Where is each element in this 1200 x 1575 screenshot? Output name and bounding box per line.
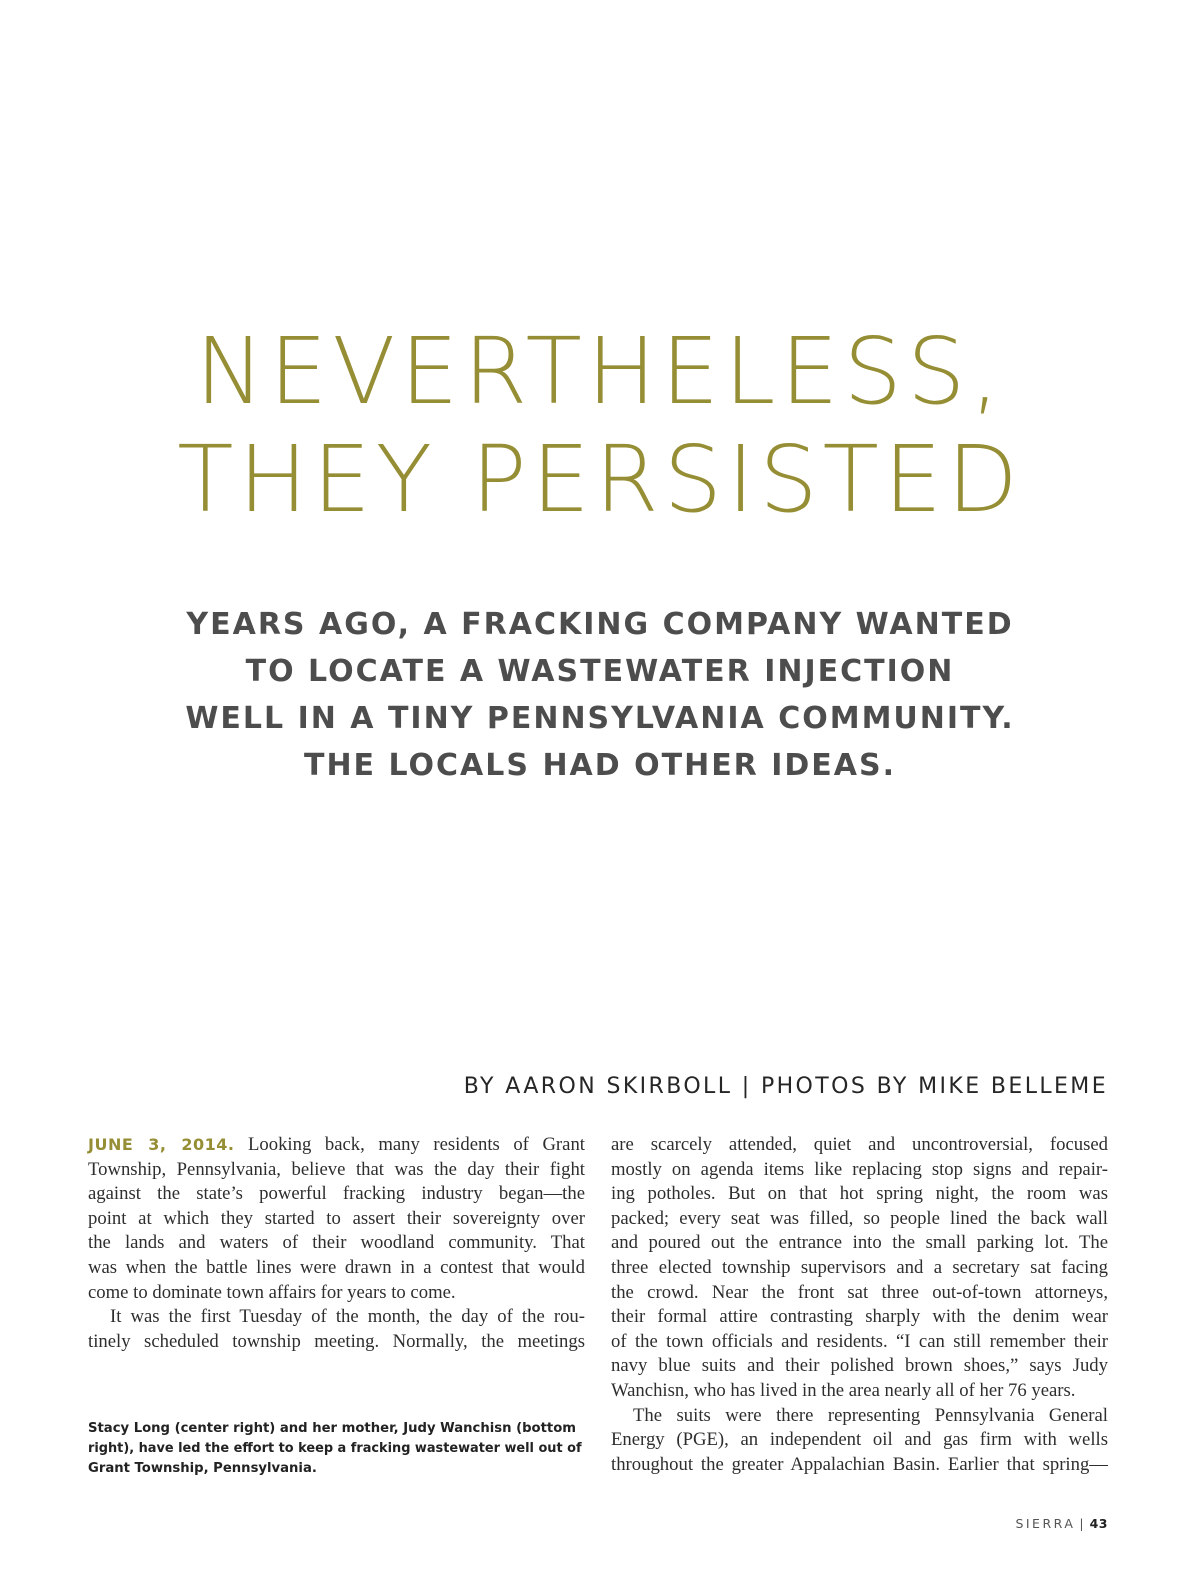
deck: [150, 601, 1050, 789]
headline-line-1: NEVERTHELESS,: [195, 318, 1005, 425]
page-number: 43: [1089, 1516, 1108, 1531]
body-column-left: [88, 1133, 585, 1354]
body-line: point at which they started to assert their sovereignty over: [88, 1207, 585, 1229]
photo-caption: [88, 1419, 588, 1479]
body-line: come to dominate town affairs for years to come.: [88, 1281, 456, 1303]
body-line-text: Looking back, many residents of Grant: [234, 1134, 585, 1155]
byline: BY AARON SKIRBOLL | PHOTOS BY MIKE BELLEME: [463, 1074, 1108, 1099]
deck-line-4: THE LOCALS HAD OTHER IDEAS.: [303, 748, 897, 783]
magazine-name: SIERRA: [1015, 1516, 1076, 1531]
body-line: Wanchisn, who has lived in the area nearly all of her 76 years.: [611, 1379, 1076, 1401]
body-line: the lands and waters of their woodland community. That: [88, 1232, 585, 1254]
body-line: packed; every seat was filled, so people lined the back wall: [611, 1207, 1108, 1229]
dateline: JUNE 3, 2014.: [88, 1135, 235, 1154]
body-line: The suits were there representing Pennsylvania General: [633, 1404, 1108, 1426]
body-line: are scarcely attended, quiet and uncontroversial, focused: [611, 1134, 1108, 1155]
body-line: was when the battle lines were drawn in a contest that would: [88, 1256, 585, 1278]
body-line: and poured out the entrance into the small parking lot. The: [611, 1232, 1108, 1254]
body-line: throughout the greater Appalachian Basin. Earlier that spring—: [611, 1453, 1108, 1475]
body-line: their formal attire contrasting sharply with the denim wear: [611, 1306, 1108, 1328]
caption-line-1: Stacy Long (center right) and her mother, Judy Wanchisn (bottom: [88, 1421, 577, 1436]
body-line: three elected township supervisors and a secretary sat facing: [611, 1256, 1108, 1278]
deck-line-3: WELL IN A TINY PENNSYLVANIA COMMUNITY.: [185, 701, 1015, 736]
body-line: tinely scheduled township meeting. Normally, the meetings: [88, 1330, 585, 1352]
body-line: of the town officials and residents. “I can still remember their: [611, 1330, 1108, 1352]
body-line: [88, 1133, 585, 1158]
body-line: the crowd. Near the front sat three out-of-town attorneys,: [611, 1281, 1108, 1303]
body-line: Energy (PGE), an independent oil and gas firm with wells: [611, 1429, 1108, 1451]
body-column-right: [611, 1133, 1108, 1477]
deck-line-2: TO LOCATE A WASTEWATER INJECTION: [245, 654, 955, 689]
body-line: It was the first Tuesday of the month, the day of the rou-: [110, 1306, 585, 1328]
body-line: navy blue suits and their polished brown shoes,” says Judy: [611, 1355, 1108, 1377]
deck-line-1: YEARS AGO, A FRACKING COMPANY WANTED: [186, 607, 1014, 642]
caption-line-3: Grant Township, Pennsylvania.: [88, 1461, 317, 1476]
page-folio: [1015, 1516, 1108, 1531]
body-line: Township, Pennsylvania, believe that was the day their fight: [88, 1158, 585, 1180]
body-line: mostly on agenda items like replacing stop signs and repair-: [611, 1158, 1108, 1180]
body-line: against the state’s powerful fracking industry began—the: [88, 1183, 585, 1205]
folio-separator: |: [1079, 1516, 1084, 1531]
body-line: ing potholes. But on that hot spring night, the room was: [611, 1183, 1108, 1205]
caption-line-2: right), have led the effort to keep a fracking wastewater well out of: [88, 1441, 582, 1456]
headline: [100, 318, 1100, 534]
headline-line-2: THEY PERSISTED: [177, 426, 1023, 533]
